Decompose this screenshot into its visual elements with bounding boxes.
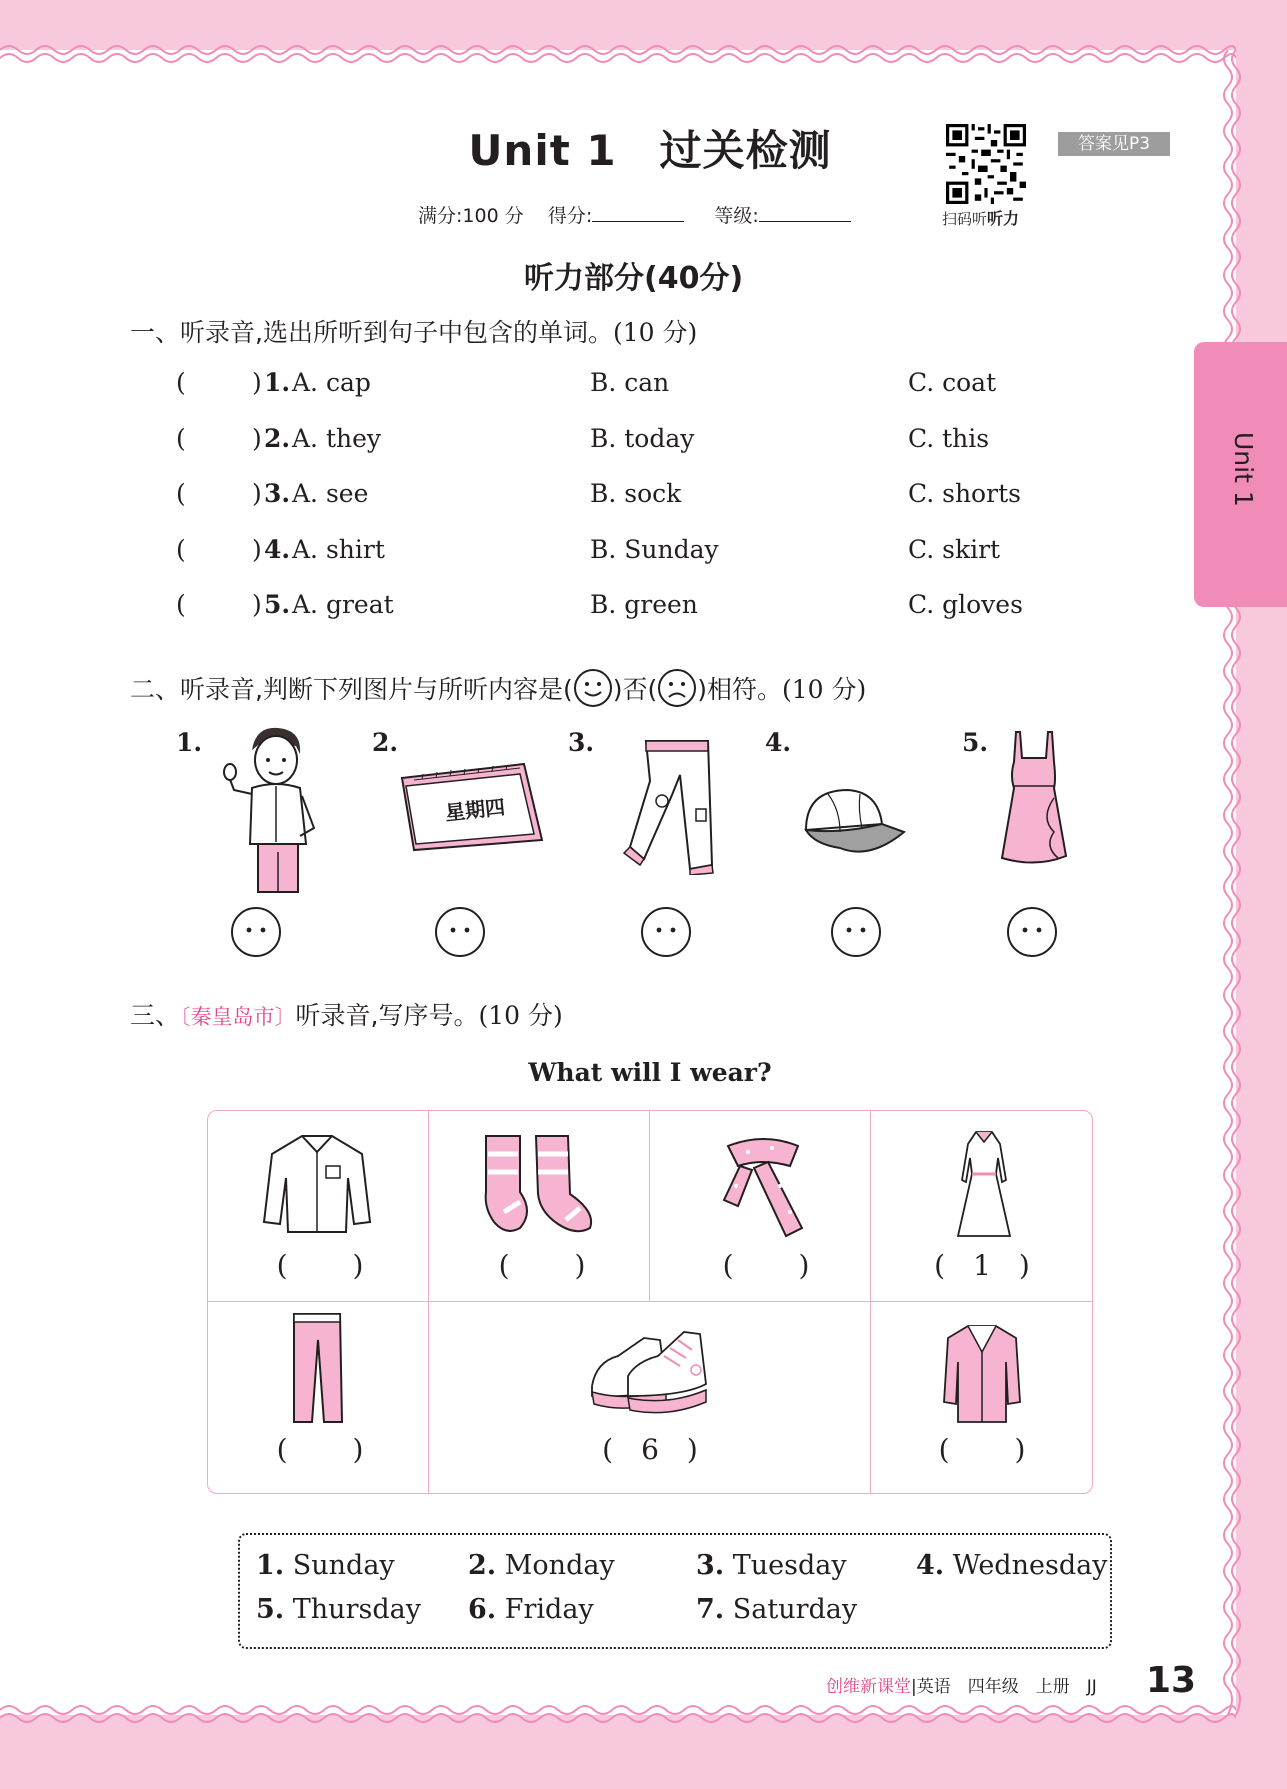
pants-icon bbox=[616, 735, 724, 875]
word-option-4: 4. Wednesday bbox=[916, 1550, 1108, 1581]
side-tab-label: Unit 1 bbox=[1229, 432, 1258, 507]
answer-paren-open[interactable]: ( bbox=[176, 479, 186, 508]
option-c: C. coat bbox=[908, 368, 997, 397]
question-row-2 bbox=[176, 424, 1076, 460]
question-row-3 bbox=[176, 479, 1076, 515]
answer-paren-open[interactable]: ( bbox=[176, 535, 186, 564]
word-option-6: 6. Friday bbox=[468, 1594, 594, 1625]
question-row-5 bbox=[176, 590, 1076, 626]
section2-title-a: 二、听录音,判断下列图片与所听内容是( bbox=[130, 675, 573, 704]
answer-paren-close[interactable]: ) bbox=[252, 590, 262, 619]
score-line bbox=[418, 201, 875, 228]
answer-slot-coat[interactable]: ( ) bbox=[938, 1433, 1026, 1466]
answer-slot-pants[interactable]: ( ) bbox=[276, 1433, 364, 1466]
question-number: 1. bbox=[264, 368, 291, 397]
qr-code-icon bbox=[946, 124, 1026, 204]
option-b: B. can bbox=[590, 368, 670, 397]
qr-label-bold: 听力 bbox=[987, 209, 1020, 228]
section2-title-b: )否( bbox=[612, 675, 658, 704]
section1-title-text: 一、听录音,选出所听到句子中包含的单词。 bbox=[130, 318, 613, 347]
answer-face-2-icon[interactable] bbox=[434, 906, 486, 958]
shirt-icon bbox=[262, 1132, 372, 1234]
answer-slot-sneakers[interactable]: ( 6 ) bbox=[602, 1433, 698, 1466]
answer-reference-tag: 答案见P3 bbox=[1058, 132, 1170, 156]
word-option-3: 3. Tuesday bbox=[696, 1550, 847, 1581]
word-option-1: 1. Sunday bbox=[256, 1550, 395, 1581]
picture-number-3: 3. bbox=[568, 728, 595, 757]
word-option-5: 5. Thursday bbox=[256, 1594, 421, 1625]
answer-face-5-icon[interactable] bbox=[1006, 906, 1058, 958]
calendar-icon bbox=[396, 760, 546, 856]
answer-paren-close[interactable]: ) bbox=[252, 424, 262, 453]
answer-slot-socks[interactable]: ( ) bbox=[498, 1249, 586, 1282]
answer-slot-scarf[interactable]: ( ) bbox=[722, 1249, 810, 1282]
answer-slot-dress[interactable]: ( 1 ) bbox=[934, 1249, 1030, 1282]
option-a: A. great bbox=[292, 590, 394, 619]
question-number: 5. bbox=[264, 590, 291, 619]
answer-slot-shirt[interactable]: ( ) bbox=[276, 1249, 364, 1282]
option-c: C. gloves bbox=[908, 590, 1023, 619]
question-number: 4. bbox=[264, 535, 291, 564]
score-label: 得分: bbox=[547, 205, 593, 227]
option-a: A. cap bbox=[292, 368, 371, 397]
page-number: 13 bbox=[1146, 1660, 1197, 1701]
footer-info: |英语 四年级 上册 JJ bbox=[911, 1677, 1097, 1697]
listening-part-title: 听力部分(40分) bbox=[524, 261, 744, 296]
picture-number-1: 1. bbox=[176, 728, 203, 757]
option-b: B. Sunday bbox=[590, 535, 719, 564]
section3-points: (10 分) bbox=[478, 1001, 563, 1030]
pants-2-icon bbox=[288, 1310, 346, 1426]
dress-2-icon bbox=[956, 1128, 1012, 1240]
full-score: 满分:100 分 bbox=[418, 205, 524, 227]
page-title: Unit 1 过关检测 bbox=[468, 126, 832, 175]
option-b: B. green bbox=[590, 590, 698, 619]
picture-number-2: 2. bbox=[372, 728, 399, 757]
section3-title bbox=[130, 996, 563, 1032]
wavy-border-top bbox=[0, 42, 1236, 72]
section2-title bbox=[130, 668, 866, 708]
question-row-1 bbox=[176, 368, 1076, 404]
socks-icon bbox=[480, 1132, 604, 1236]
answer-paren-close[interactable]: ) bbox=[252, 368, 262, 397]
coat-icon bbox=[942, 1322, 1022, 1426]
grade-label: 等级: bbox=[714, 205, 759, 227]
answer-paren-open[interactable]: ( bbox=[176, 590, 186, 619]
question-number: 3. bbox=[264, 479, 291, 508]
answer-paren-close[interactable]: ) bbox=[252, 535, 262, 564]
wavy-border-right bbox=[1218, 50, 1252, 1715]
scarf-icon bbox=[718, 1132, 810, 1240]
unit-side-tab bbox=[1194, 342, 1287, 607]
word-option-2: 2. Monday bbox=[468, 1550, 615, 1581]
question-number: 2. bbox=[264, 424, 291, 453]
dress-icon bbox=[996, 728, 1072, 870]
score-blank[interactable] bbox=[592, 203, 684, 222]
picture-number-5: 5. bbox=[962, 728, 989, 757]
section3-city-tag: 〔秦皇岛市〕 bbox=[180, 1005, 296, 1029]
calendar-day-text: 星期四 bbox=[444, 794, 507, 825]
boy-icon bbox=[222, 722, 326, 894]
option-a: A. shirt bbox=[292, 535, 385, 564]
option-a: A. see bbox=[292, 479, 369, 508]
section1-title bbox=[130, 313, 697, 349]
option-c: C. skirt bbox=[908, 535, 1001, 564]
section3-title-prefix: 三、 bbox=[130, 1001, 181, 1030]
answer-paren-open[interactable]: ( bbox=[176, 424, 186, 453]
question-row-4 bbox=[176, 535, 1076, 571]
qr-label-prefix: 扫码听 bbox=[942, 210, 988, 228]
answer-paren-open[interactable]: ( bbox=[176, 368, 186, 397]
footer-brand-name: 创维新课堂 bbox=[826, 1677, 911, 1697]
option-c: C. shorts bbox=[908, 479, 1021, 508]
word-option-7: 7. Saturday bbox=[696, 1594, 858, 1625]
grade-blank[interactable] bbox=[759, 203, 851, 222]
answer-face-4-icon[interactable] bbox=[830, 906, 882, 958]
qr-label bbox=[942, 206, 1019, 229]
section2-points: (10 分) bbox=[781, 675, 867, 704]
smile-face-icon bbox=[573, 668, 613, 708]
answer-face-3-icon[interactable] bbox=[640, 906, 692, 958]
sad-face-icon bbox=[657, 668, 697, 708]
wavy-border-bottom bbox=[0, 1700, 1236, 1730]
option-b: B. sock bbox=[590, 479, 682, 508]
option-a: A. they bbox=[292, 424, 382, 453]
answer-face-1-icon[interactable] bbox=[230, 906, 282, 958]
option-c: C. this bbox=[908, 424, 990, 453]
footer-brand bbox=[826, 1672, 1097, 1697]
answer-paren-close[interactable]: ) bbox=[252, 479, 262, 508]
section2-title-c: )相符。 bbox=[697, 675, 782, 704]
section1-points: (10 分) bbox=[612, 318, 698, 347]
section3-subtitle: What will I wear? bbox=[528, 1058, 772, 1087]
picture-number-4: 4. bbox=[765, 728, 792, 757]
section3-title-text: 听录音,写序号。 bbox=[295, 1001, 479, 1030]
cap-icon bbox=[800, 784, 908, 860]
option-b: B. today bbox=[590, 424, 695, 453]
sneakers-icon bbox=[588, 1326, 712, 1420]
